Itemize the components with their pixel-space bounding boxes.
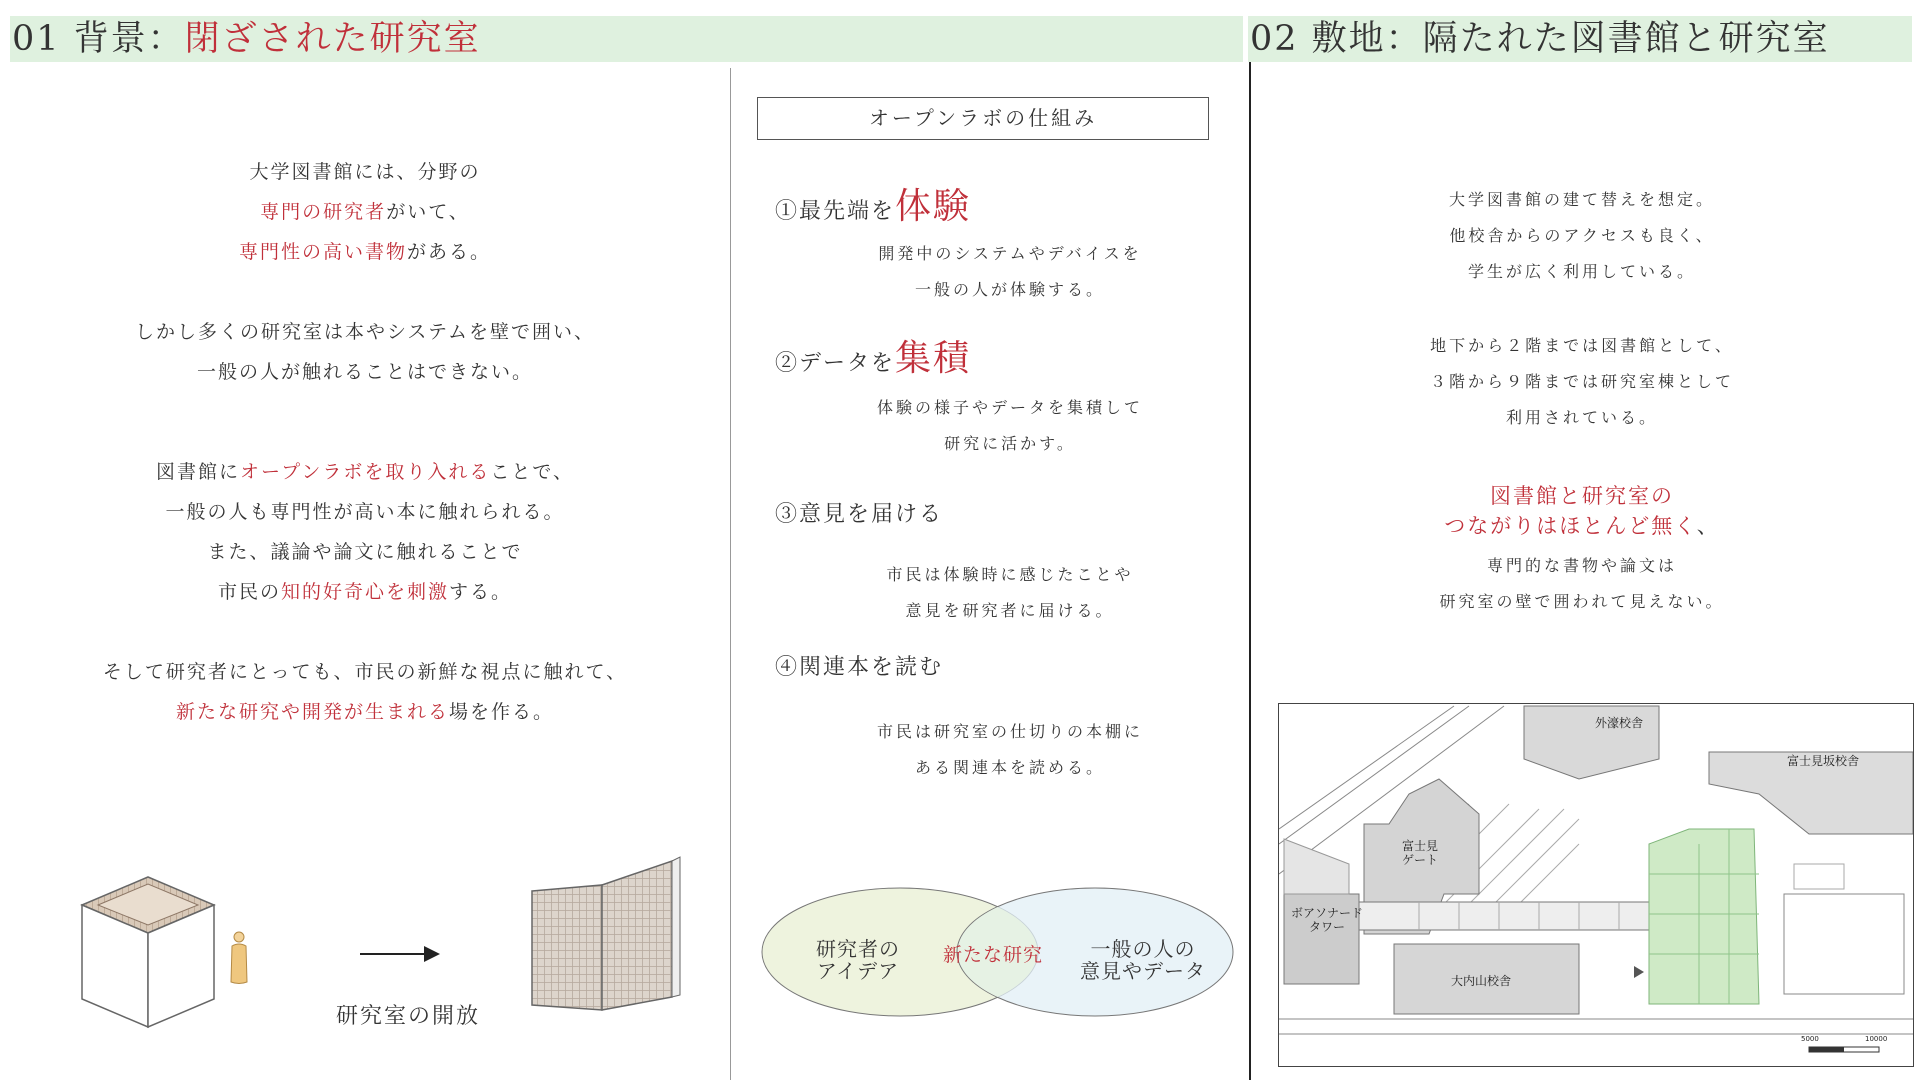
site-p1-line2: 他校舎からのアクセスも良く、 (1449, 226, 1715, 245)
site-p2-line2: ３階から９階までは研究室棟として (1429, 372, 1734, 391)
site-map (1278, 703, 1914, 1067)
lab-opening-caption: 研究室の開放 (336, 1004, 481, 1029)
arrow-line (360, 953, 430, 955)
step1-keyword: 体験 (895, 186, 972, 227)
left-p1-hl-books: 専門性の高い書物 (238, 241, 407, 263)
venn-center-label: 新たな研究 (942, 944, 1043, 966)
closed-lab-box-illustration (80, 875, 220, 1030)
left-p3-line1 (0, 452, 730, 492)
left-paragraph-1 (0, 152, 730, 272)
left-p3-hl-curiosity: 知的好奇心を刺激 (280, 581, 449, 603)
step3-description (760, 557, 1260, 629)
step1-desc-line2: 一般の人が体験する。 (914, 280, 1105, 299)
venn-left-line1: 研究者の (816, 937, 900, 961)
open-bookshelf-illustration (530, 855, 690, 1015)
left-p3-line4 (0, 572, 730, 612)
left-p2-line1: しかし多くの研究室は本やシステムを壁で囲い、 (134, 321, 596, 343)
column-divider-left (730, 68, 731, 1080)
section1-title-highlight: 閉ざされた研究室 (184, 19, 481, 59)
left-paragraph-3 (0, 452, 730, 612)
map-label-sotobori: 外濠校舎 (1595, 716, 1644, 730)
left-p4-line2-rest: 場を作る。 (449, 701, 555, 723)
step4-desc-line2: ある関連本を読める。 (914, 758, 1105, 777)
venn-left-line2: アイデア (816, 959, 900, 983)
left-p4-hl-newresearch: 新たな研究や開発が生まれる (175, 701, 449, 723)
left-p1-hl-researcher: 専門の研究者 (260, 201, 387, 223)
site-hl-line1: 図書館と研究室の (1490, 484, 1674, 508)
map-label-ouchiyama: 大内山校舎 (1451, 974, 1512, 988)
step3-desc-line1: 市民は体験時に感じたことや (886, 565, 1134, 584)
step4-title: ④関連本を読む (775, 655, 944, 680)
left-p1-line1: 大学図書館には、分野の (249, 161, 481, 183)
step2-desc-line1: 体験の様子やデータを集積して (876, 398, 1143, 417)
left-p3-line2: 一般の人も専門性が高い本に触れられる。 (165, 501, 565, 523)
left-p1-line3-rest: がある。 (407, 241, 492, 263)
venn-right-label (1068, 938, 1218, 982)
left-p4-line2 (0, 692, 730, 732)
map-label-boisonade-line1: ボアソナード (1291, 906, 1364, 920)
site-highlight (1252, 481, 1912, 541)
map-scale-10000: 10000 (1865, 1035, 1888, 1043)
step2-keyword: 集積 (895, 338, 972, 379)
site-p2-line3: 利用されている。 (1505, 408, 1658, 427)
left-p1-line2 (0, 192, 730, 232)
left-p3-hl-openlab: オープンラボを取り入れる (240, 461, 491, 483)
arrow-right-icon (424, 946, 440, 962)
site-p1-line1: 大学図書館の建て替えを想定。 (1448, 190, 1715, 209)
step2-prefix: ②データを (775, 351, 896, 376)
site-p3-line1: 専門的な書物や論文は (1486, 556, 1677, 575)
map-label-boisonade-line2: タワー (1309, 920, 1346, 934)
left-paragraph-4 (0, 652, 730, 732)
step2-desc-line2: 研究に活かす。 (944, 434, 1076, 453)
step2-description (760, 390, 1260, 462)
map-label-fujimi-gate (1402, 839, 1438, 867)
site-hl-line2-rest: 、 (1696, 514, 1720, 538)
step1-description (760, 236, 1260, 308)
venn-right-line2: 意見やデータ (1080, 959, 1206, 983)
map-label-boisonade (1291, 906, 1363, 934)
map-label-fujimizaka: 富士見坂校舎 (1787, 754, 1860, 768)
map-scale-5000: 5000 (1801, 1035, 1819, 1043)
site-paragraph-1 (1252, 182, 1912, 290)
site-p2-line1: 地下から２階までは図書館として、 (1430, 336, 1734, 355)
site-paragraph-2 (1252, 328, 1912, 436)
section1-title (12, 15, 481, 63)
step4-desc-line1: 市民は研究室の仕切りの本棚に (876, 722, 1143, 741)
site-hl-line2 (1252, 511, 1912, 541)
left-p2-line2: 一般の人が触れることはできない。 (196, 361, 533, 383)
step3-desc-line2: 意見を研究者に届ける。 (905, 601, 1115, 620)
left-p3-line3: また、議論や論文に触れることで (207, 541, 523, 563)
site-paragraph-3 (1252, 548, 1912, 620)
step4-description (760, 714, 1260, 786)
left-p1-line3 (0, 232, 730, 272)
person-figure-icon (228, 930, 250, 986)
left-p3-line4-b: する。 (449, 581, 513, 603)
step1-desc-line1: 開発中のシステムやデバイスを (878, 244, 1142, 263)
map-label-gate-line2: ゲート (1402, 853, 1439, 867)
left-p4-line1: そして研究者にとっても、市民の新鮮な視点に触れて、 (102, 661, 628, 683)
open-lab-mechanism-title: オープンラボの仕組み (757, 97, 1209, 140)
venn-right-line1: 一般の人の (1090, 937, 1196, 961)
step1-prefix: ①最先端を (775, 199, 896, 224)
left-p3-line1-a: 図書館に (156, 461, 241, 483)
left-p1-line2-rest: がいて、 (386, 201, 470, 223)
step1-title (775, 178, 971, 229)
step2-title (775, 330, 971, 381)
left-paragraph-2 (0, 312, 730, 392)
site-hl-line2-text: つながりはほとんど無く (1444, 514, 1697, 538)
site-p3-line2: 研究室の壁で囲われて見えない。 (1439, 592, 1725, 611)
venn-left-label (808, 938, 908, 982)
left-p3-line4-a: 市民の (217, 581, 281, 603)
step3-title: ③意見を届ける (775, 502, 944, 527)
section1-number: 01 背景： (12, 19, 185, 59)
left-p3-line1-b: ことで、 (490, 461, 574, 483)
site-p1-line3: 学生が広く利用している。 (1467, 262, 1696, 281)
map-label-gate-line1: 富士見 (1402, 839, 1439, 853)
section2-title: 02 敷地：隔たれた図書館と研究室 (1250, 19, 1830, 59)
